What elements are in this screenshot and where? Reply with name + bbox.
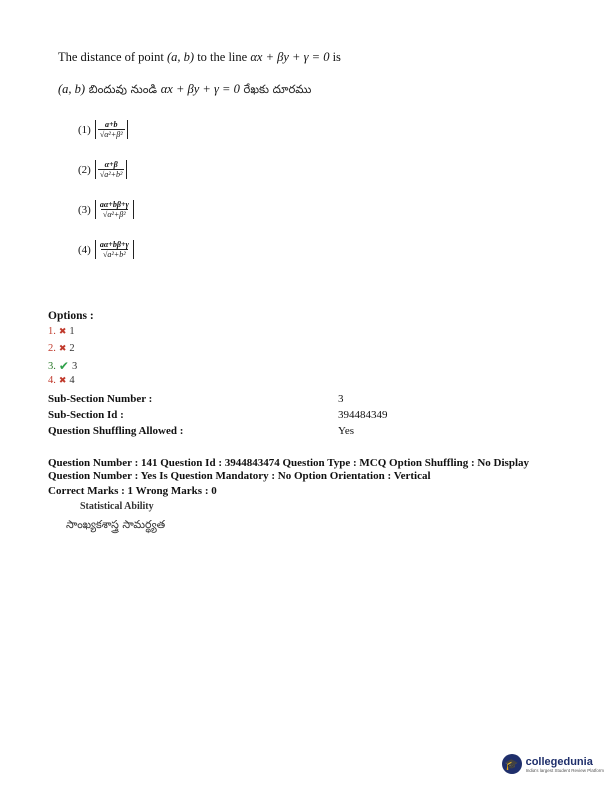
answer-choice-2: (2) $\frac{\alpha+\beta}{\text{√a²+b²}}$: [78, 160, 127, 179]
answer-choice-1: (1) $\frac{a+b}{\text{√α²+β²}}$: [78, 120, 128, 139]
subsection-number-value: 3: [338, 393, 344, 405]
abs-value-expression: $\frac{a+b}{\text{√α²+β²}}$: [95, 120, 128, 139]
cross-icon: ✖: [58, 343, 67, 354]
question-meta-line2: Question Number : Yes Is Question Mandatory : No Option Orientation : Vertical: [48, 470, 431, 482]
check-icon: ✔: [58, 359, 69, 373]
option-row-1: 1. ✖ 1: [48, 326, 75, 337]
option-row-3: 3. ✔ 3: [48, 359, 78, 373]
question-telugu: (a, b) బిందువు నుండి αx + βy + γ = 0 రేఖకు దూరము: [58, 82, 312, 96]
cross-icon: ✖: [58, 375, 67, 386]
section-name-english: Statistical Ability: [80, 501, 154, 512]
point-text: (a, b): [167, 50, 195, 64]
abs-value-expression: $\frac{a\alpha+b\beta+\gamma}{\text{√α²+β²}}$: [95, 200, 134, 219]
answer-choice-4: (4) $\frac{a\alpha+b\beta+\gamma}{\text{√a²+b²}}$: [78, 240, 134, 259]
abs-value-expression: $\frac{a\alpha+b\beta+\gamma}{\text{√a²+b²}}$: [95, 240, 134, 259]
option-row-4: 4. ✖ 4: [48, 375, 75, 386]
shuffle-value: Yes: [338, 425, 355, 437]
logo-name: collegedunia: [525, 755, 593, 768]
question-english: The distance of point (a, b) to the line αx + βy + γ = 0 is: [58, 50, 341, 64]
options-heading: Options :: [48, 310, 94, 322]
abs-value-expression: $\frac{\alpha+\beta}{\text{√a²+b²}}$: [95, 160, 128, 179]
line-equation: αx + βy + γ = 0: [250, 50, 330, 64]
shuffle-label: Question Shuffling Allowed :: [48, 425, 184, 437]
logo-tagline: India's largest Student Review Platform: [525, 767, 604, 773]
collegedunia-logo: [502, 754, 604, 774]
subsection-id-label: Sub-Section Id :: [48, 409, 124, 421]
option-row-2: 2. ✖ 2: [48, 343, 75, 354]
subsection-number-label: Sub-Section Number :: [48, 393, 153, 405]
question-meta-line1: Question Number : 141 Question Id : 3944843474 Question Type : MCQ Option Shuffling : No Display: [48, 457, 530, 469]
cross-icon: ✖: [58, 326, 67, 337]
subsection-id-value: 394484349: [338, 409, 388, 421]
answer-choice-3: (3) $\frac{a\alpha+b\beta+\gamma}{\text{√α²+β²}}$: [78, 200, 134, 219]
section-name-telugu: సాంఖ్యకశాస్త్ర సామర్థ్యత: [66, 518, 166, 531]
question-meta-line3: Correct Marks : 1 Wrong Marks : 0: [48, 485, 217, 497]
graduation-cap-icon: 🎓: [502, 754, 522, 774]
